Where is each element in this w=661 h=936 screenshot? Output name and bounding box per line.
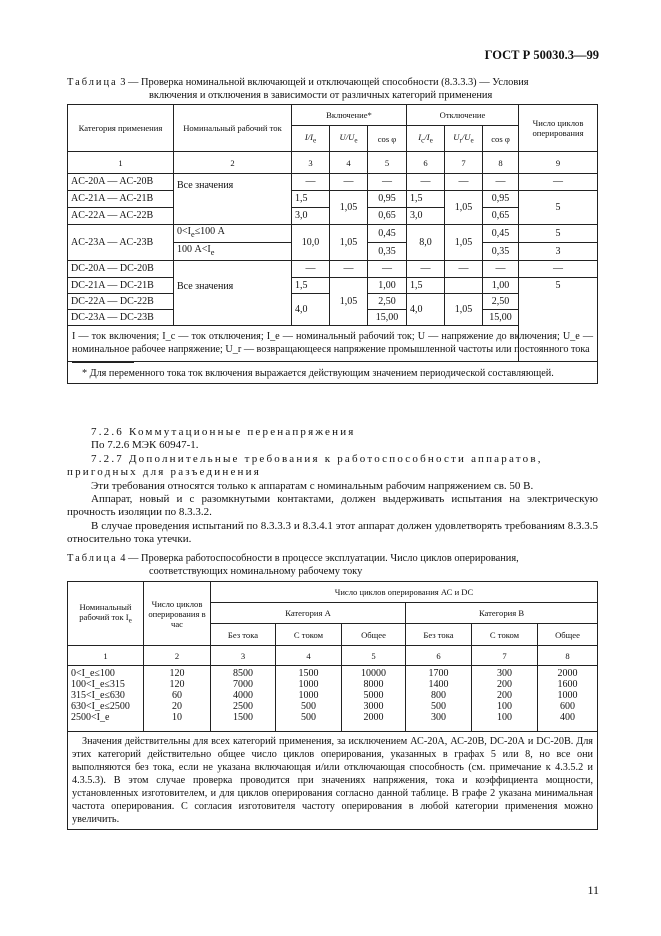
t4-col-num-6: 6 [406, 646, 472, 666]
t4-col-num-8: 8 [538, 646, 598, 666]
paragraph-2: Аппарат, новый и с разомкнутыми контактами, должен выдерживать испытания на электрическую прочность изоляции по 8.3.3.2. [67, 493, 598, 519]
t4-rated-current-sub: e [128, 616, 132, 625]
paragraph-1: Эти требования относятся только к аппаратам с номинальным рабочим напряжением св. 50 В. [91, 479, 534, 492]
list-item: 300 [497, 668, 512, 679]
t4-b-total [538, 666, 598, 732]
col-num-4: 4 [330, 152, 368, 174]
t4-a-with-current [276, 666, 342, 732]
list-item: 2000 [557, 668, 578, 679]
list-item: 300 [431, 712, 446, 723]
list-item: 1600 [557, 679, 578, 690]
t4-header-b-with-current: С током [472, 624, 538, 646]
table-cell: — [519, 261, 598, 278]
header-switch-on: Включение* [292, 105, 407, 126]
table-cell: — [445, 174, 483, 191]
list-item: 1400 [428, 679, 449, 690]
col-num-8: 8 [483, 152, 519, 174]
table4-label: Таблица [67, 553, 118, 564]
row-ac23-current-b [174, 243, 292, 261]
list-item: 120 [169, 679, 185, 690]
list-item: 400 [560, 712, 575, 723]
t4-rated-current-text: Номинальный рабочий ток I [79, 601, 132, 622]
table3-footnote [68, 362, 598, 384]
table-cell: 3 [519, 243, 598, 261]
page-number: 11 [587, 883, 599, 897]
table-cell: — [330, 261, 368, 278]
header-cos-off: cos φ [483, 126, 519, 152]
table-cell: 0,35 [483, 243, 519, 261]
t4-b-no-current [406, 666, 472, 732]
t4-header-cycles-per-hour: Число циклов оперирования в час [144, 582, 211, 646]
t4-col-num-7: 7 [472, 646, 538, 666]
list-item: 600 [560, 701, 575, 712]
table-cell: 1,05 [330, 225, 368, 261]
list-item: 10 [172, 712, 182, 723]
header-rated-current: Номинальный рабочий ток [174, 105, 292, 152]
t4-header-rated-current [68, 582, 144, 646]
current-row-3: 315<I_e≤630 [71, 690, 125, 701]
table-cell: 8,0 [407, 225, 445, 261]
table3-note-text: I — ток включения; I_c — ток отключения; I_e — номинальный рабочий ток; U — напряжение до включения; U_e — номинальное рабочее напряжение; U_r — возвращающееся напряжение промышленной частоты или постоянного тока [72, 331, 594, 355]
table-cell: 3,0 [292, 208, 330, 225]
col-num-7: 7 [445, 152, 483, 174]
list-item: 200 [497, 690, 512, 701]
table-cell: 0,45 [483, 225, 519, 243]
list-item: 1000 [298, 690, 319, 701]
table-cell: 1,05 [330, 278, 368, 326]
t4-col-num-3: 3 [211, 646, 276, 666]
table4-caption-line1: 4 — Проверка работоспособности в процессе эксплуатации. Число циклов оперирования, [120, 553, 519, 564]
table-cell: — [330, 174, 368, 191]
list-item: 1500 [298, 668, 319, 679]
current-row-5: 2500<I_e [71, 712, 110, 723]
list-item: 5000 [363, 690, 384, 701]
current-row-4: 630<I_e≤2500 [71, 701, 130, 712]
table-cell [445, 278, 483, 294]
t4-currents [68, 666, 144, 732]
list-item: 500 [301, 701, 316, 712]
table3 [67, 104, 598, 384]
table-cell: 1,00 [483, 278, 519, 294]
table-cell: 4,0 [292, 294, 330, 326]
footnote-divider [72, 362, 134, 363]
table3-caption [67, 77, 607, 102]
t4-col-num-2: 2 [144, 646, 211, 666]
col-num-2: 2 [174, 152, 292, 174]
table-cell: — [519, 174, 598, 191]
header-i-ie-sub: e [312, 136, 317, 145]
table4-caption [67, 553, 607, 578]
t4-a-no-current [211, 666, 276, 732]
header-i-ie-text: I/I [304, 131, 313, 142]
section-text [67, 426, 598, 547]
table3-caption-line1: 3 — Проверка номинальной включающей и отключающей способности (8.3.3.3) — Условия [120, 77, 529, 88]
table-cell: 1,05 [445, 191, 483, 225]
col-num-3: 3 [292, 152, 330, 174]
table-cell: — [292, 261, 330, 278]
list-item: 500 [301, 712, 316, 723]
t4-header-a-with-current: С током [276, 624, 342, 646]
cur-a-sub: e [190, 230, 195, 239]
table-cell: — [483, 261, 519, 278]
table-cell: 1,5 [407, 191, 445, 208]
table-cell: 15,00 [368, 310, 407, 326]
table-cell: 3,0 [407, 208, 445, 225]
current-row-2: 100<I_e≤315 [71, 679, 125, 690]
table-cell: 0,65 [483, 208, 519, 225]
cur-a-text: 0<I [177, 226, 191, 237]
table-cell: — [368, 261, 407, 278]
list-item: 1700 [428, 668, 449, 679]
row-ac22-category: AC-22A — AC-22B [68, 208, 174, 225]
table4-note: Значения действительны для всех категорий применения, за исключением АС-20А, АС-20В, DC-20А и DC-20В. Для этих категорий действительно общее число циклов оперирования, указанных в графах 5 или 8, но все они выполняются без тока, если не указана включающая и/или отключающая способность (см. примечание к 4.3.5.2 и 4.3.5.3). В этом случае проверка проводится при значениях напряжения, тока и коэффициента мощности, установленных изготовителем, и для циклов оперирования согласно данной таблице. В графе 2 указана минимальная частота оперирования. С согласия изготовителя частоту оперирования в любой категории применения можно увеличить. [68, 732, 598, 830]
table3-footnote-text: * Для переменного тока ток включения выражается действующим значением периодической составляющей. [82, 368, 554, 379]
header-i-ie [292, 126, 330, 152]
header-u-ue-text: U/U [339, 131, 355, 142]
col-num-5: 5 [368, 152, 407, 174]
list-item: 7000 [233, 679, 253, 690]
list-item: 1000 [298, 679, 319, 690]
table-cell: 0,95 [368, 191, 407, 208]
table-cell: 10,0 [292, 225, 330, 261]
col-num-1: 1 [68, 152, 174, 174]
header-cos-on: cos φ [368, 126, 407, 152]
header-ic-ie: $I_c/I_e$ [407, 126, 445, 152]
t4-header-a-total: Общее [342, 624, 406, 646]
paragraph-3: В случае проведения испытаний по 8.3.3.3 и 8.3.4.1 этот аппарат должен удовлетворять требованиям 8.3.3.5 относительно тока утечки. [67, 519, 598, 546]
table3-caption-line2: включения и отключения в зависимости от различных категорий применения [149, 89, 493, 101]
table-cell: 2,50 [483, 294, 519, 310]
s726-title-text: 7.2.6 Коммутационные перенапряжения [91, 426, 356, 438]
table-cell: 0,65 [368, 208, 407, 225]
t4-a-total [342, 666, 406, 732]
header-ur-ue: $U_r/U_e$ [445, 126, 483, 152]
table-cell: — [483, 174, 519, 191]
list-item: 100 [497, 712, 512, 723]
table-cell: 1,5 [292, 278, 330, 294]
document-header: ГОСТ Р 50030.3—99 [484, 48, 599, 62]
table-cell: — [407, 174, 445, 191]
table-cell: — [292, 174, 330, 191]
table-cell: — [445, 261, 483, 278]
t4-header-a-no-current: Без тока [211, 624, 276, 646]
header-u-ue-sub: e [354, 136, 358, 145]
cur-b-sub: e [210, 248, 215, 257]
table-cell: 1,05 [445, 225, 483, 261]
table-cell: 2,50 [368, 294, 407, 310]
table-cell: 0,95 [483, 191, 519, 208]
header-ue-sub: e [470, 136, 474, 145]
table-cell: 1,00 [368, 278, 407, 294]
list-item: 4000 [233, 690, 253, 701]
header-switch-off: Отключение [407, 105, 519, 126]
row-dc23-category: DC-23A — DC-23B [68, 310, 174, 326]
header-category: Категория применения [68, 105, 174, 152]
list-item: 10000 [361, 668, 386, 679]
t4-b-with-current [472, 666, 538, 732]
t4-header-cat-b: Категория В [406, 603, 598, 624]
table4 [67, 581, 598, 830]
t4-header-cat-a: Категория А [211, 603, 406, 624]
table-cell: 4,0 [407, 294, 445, 326]
header-ie-sub: e [429, 136, 433, 145]
header-ur-sub: r [459, 136, 462, 145]
row-dc20-category: DC-20A — DC-20B [68, 261, 174, 278]
t4-per-hour [144, 666, 211, 732]
list-item: 60 [172, 690, 182, 701]
row-dc21-category: DC-21A — DC-21B [68, 278, 174, 294]
table-cell: — [407, 261, 445, 278]
t4-header-b-no-current: Без тока [406, 624, 472, 646]
current-row-1: 0<I_e≤100 [71, 668, 115, 679]
col-num-6: 6 [407, 152, 445, 174]
list-item: 3000 [363, 701, 384, 712]
t4-header-cycles-total: Число циклов оперирования АС и DC [211, 582, 598, 603]
table-cell: 1,05 [330, 191, 368, 225]
table-cell: 0,35 [368, 243, 407, 261]
cur-a-rest: ≤100 А [194, 226, 225, 237]
table-cell: 5 [519, 278, 598, 362]
list-item: 500 [431, 701, 446, 712]
row-dc-all-values: Все значения [174, 261, 292, 326]
row-ac-all-values: Все значения [174, 174, 292, 225]
table-cell: 1,5 [292, 191, 330, 208]
list-item: 200 [497, 679, 512, 690]
cur-b-text: 100 А<I [177, 244, 211, 255]
table-cell: — [368, 174, 407, 191]
table-cell: 1,05 [445, 294, 483, 326]
table3-note [68, 326, 598, 362]
s726-title [67, 426, 598, 439]
table-cell: 15,00 [483, 310, 519, 326]
table3-label: Таблица [67, 77, 118, 88]
col-num-9: 9 [519, 152, 598, 174]
list-item: 100 [497, 701, 512, 712]
t4-col-num-4: 4 [276, 646, 342, 666]
row-ac23-current-a [174, 225, 292, 243]
row-ac23-category: AC-23A — AC-23B [68, 225, 174, 261]
header-u-ue [330, 126, 368, 152]
table-cell: 1,5 [407, 278, 445, 294]
list-item: 120 [169, 668, 185, 679]
table4-caption-line2: соответствующих номинальному рабочему току [149, 565, 363, 577]
list-item: 1500 [233, 712, 253, 723]
s726-text: По 7.2.6 МЭК 60947-1. [91, 439, 199, 452]
s727-title-1: 7.2.7 Дополнительные требования к работоспособности аппаратов, [91, 452, 543, 465]
list-item: 2000 [363, 712, 384, 723]
t4-col-num-5: 5 [342, 646, 406, 666]
list-item: 8000 [363, 679, 384, 690]
list-item: 1000 [557, 690, 578, 701]
header-cycles: Число циклов оперирования [519, 105, 598, 152]
header-ic-sub: c [421, 136, 425, 145]
row-dc22-category: DC-22A — DC-22B [68, 294, 174, 310]
table-cell: 5 [519, 225, 598, 243]
s727-title-2: пригодных для разъединения [67, 466, 261, 479]
list-item: 8500 [233, 668, 253, 679]
t4-col-num-1: 1 [68, 646, 144, 666]
row-ac21-category: AC-21A — AC-21B [68, 191, 174, 208]
list-item: 2500 [233, 701, 253, 712]
list-item: 20 [172, 701, 182, 712]
list-item: 800 [431, 690, 446, 701]
row-ac20-category: AC-20A — AC-20B [68, 174, 174, 191]
table-cell: 5 [519, 191, 598, 225]
table-cell: 0,45 [368, 225, 407, 243]
t4-header-b-total: Общее [538, 624, 598, 646]
